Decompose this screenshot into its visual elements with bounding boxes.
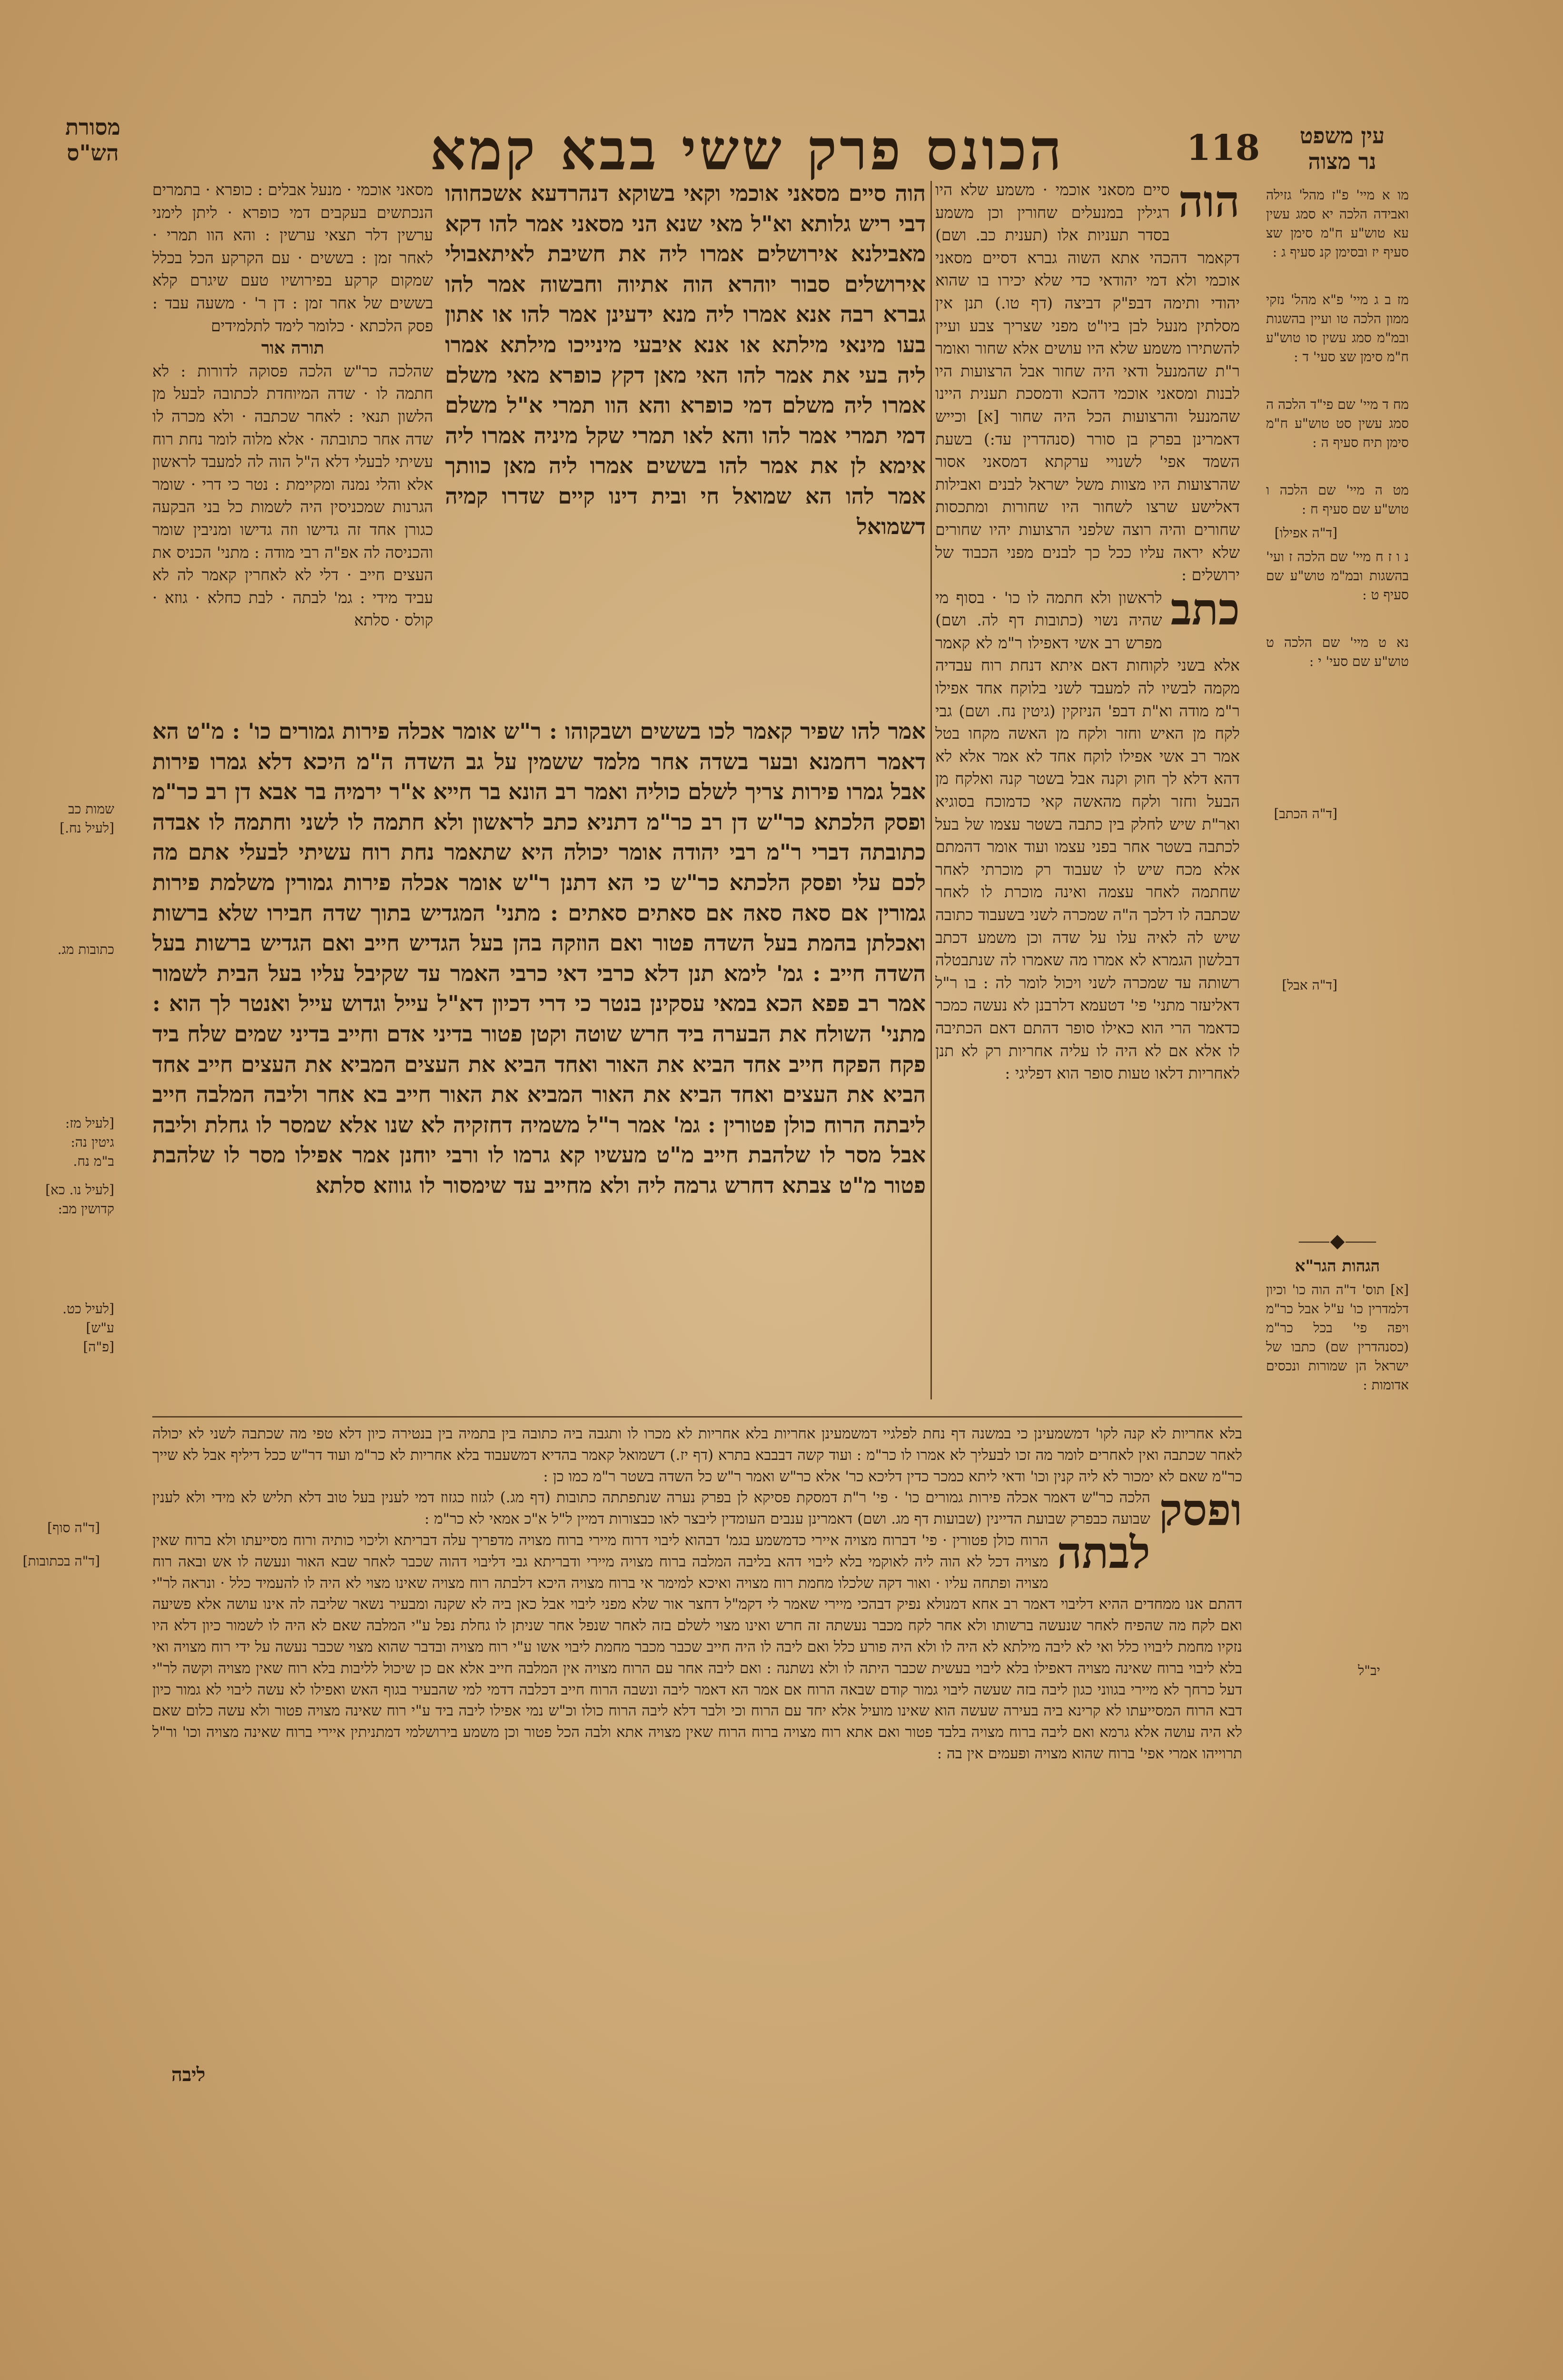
gemara-text-continued: אמר להו שפיר קאמר לכו בששים ושבקוהו : ר"ש אומר אכלה פירות גמורים כו' : מ"ט הא דאמר רחמנא ובער בשדה אחר מלמד ששמין על גב השדה ה"מ היכא דלא גמרו פירות אבל גמרו פירות צריך לשלם כוליה ואמר רב הונא בר חייא א"ר ירמיה בר אבא דן רב כר"מ ופסק הלכתא כר"ש דן רב כר"מ דתניא כתב לראשון ולא חתמה לו לשני וחתמה לו אבדה כתובתה דברי ר"מ רבי יהודה אומר יכולה היא שתאמר נחת רוח עשיתי לבעלי אתם מה לכם עלי ופסק הלכתא כר"ש כי הא דתנן ר"ש אומר אכלה פירות גמורין משלמת פירות גמורין אם סאה סאה אם סאתים סאתים : מתני' המגדיש בתוך שדה חבירו שלא ברשות ואכלתן בהמת בעל השדה פטור ואם הוזקה בהן בעל הגדיש חייב ואם הגדיש ברשות בעל השדה חייב : גמ' לימא תנן דלא כרבי דאי כרבי האמר עד שקיבל עליו בעל הבית לשמור אמר רב פפא הכא במאי עסקינן בנטר כי דרי דכיון דא"ל עייל וגדוש עייל ואנטר לך הוא : מתני' השולח את הבערה ביד חרש שוטה וקטן פטור בדיני אדם וחייב בדיני שמים שלח ביד פקח הפקח חייב אחד הביא את האור ואחד הביא את העצים המביא את העצים חייב אחד הביא את העצים ואחד הביא את האור המביא את האור חייב בא אחר וליבה המלבה חייב ליבתה הרוח כולן פטורין : גמ' אמר ר"ל משמיה דחזקיה לא שנו אלא שמסר לו גחלת וליבה אבל מסר לו שלהבת חייב מ"ט מעשיו קא גרמו לו ורבי יוחנן אמר אפילו מסר לו שלהבת פטור מ"ט צבתא דחרש גרמה ליה ולא מחייב עד שימסור לו גווזא סלתא [152,718,926,1198]
page-title: הכונס פרק ששי בבא קמא [430,117,1065,183]
gemara-lower-block [152,716,926,1416]
tosafot-bottom-block [152,1423,1242,2056]
hagahot-heading: הגהות הגר"א [1295,1257,1380,1276]
margin-ref: [ד"ה הכתב] [1274,806,1337,822]
masoret-note: [לעיל כט. ע"ש] [פ"ה] [62,1301,114,1355]
margin-ref: [ד"ה אבל] [1282,977,1337,993]
tosafot-bottom-text: בלא אחריות לא קנה לקו' דמשמעינן כי במשנה דף נחת לפלגיי דמשמעינן אחריות בלא אחריות לא מכרו לו ותגבה ביה כתובה בין בתמיה בין בנטירה כיון דלא טפי מה שכתבה לשני לא יכולה לאחר שכתבה ואין לאחרים לומר מה זכו לבעליך לא אמרו לו כר"מ : ועוד קשה דבבבא בתרא (דף יז.) דשמואל קאמר בהדיא דמשעבוד בלא אחריות לא כר"מ ועוד דר"ש ככל דיליף אבל לא שייך כר"מ שאם לא ימכור לא ליה קנין וכו' ודאי ליתא כמכר כדין דליכא כר' אלא כר"ש ואמר ר"ש כל השדה בשטר ר"מ כמו כן : [152,1425,1242,1485]
ein-mishpat-note: מט ה מיי' שם הלכה ו טוש"ע שם סעיף ח : [1266,482,1409,517]
rashi-text: שהלכה כר"ש הלכה פסוקה לדורות : לא חתמה לו · שדה המיוחדת לכתובה לבעל מן הלשון תנאי : לאחר שכתבה · ולא מכרה לו שדה אחר כתובתה · אלא מלוה לומר נחת רוח עשיתי לבעלי דלא ה"ל הוה לה למעבד לראשון אלא והלי נמנה ומקיימת : נטר כי דרי · שומר הגרנות שמכניסין היה לשמות כל בני הבקעה כגורן אחד זה גדישו וזה גדישו ומניבין שומר והכניסה לה אפ"ה רבי מודה : מתני' הכניס את העצים חייב · דלי לא לאחרין קאמר לה לא עביד מידי : גמ' לבתה · לבת כחלא · גוזא · קולס · סלתא [152,361,433,630]
tosafot-bottom-text: הרוח כולן פטורין · פי' דברוח מצויה איירי כדמשמע בגמ' דבהוא ליבוי דרוח מיירי ברוח מצויה מדפריך עלה דבריתא וליכוי כותיה ורוח מסייעתו ולא ברוח שאין מצויה דכל לא הוה ליה לאוקמי בלא ליבוי דהא בליבה המלבה ברוח מצויה מיירי ודבריתא גבי דליבוי דהוה שכבר לאחר שבא האור ונעשה לו אש ובאה רוח מצויה ופתחה עליו · ואור דקה שלכלו מחמת רוח מצויה ואיכא למימר אי ברוח מצויה היכא דלבתה רוח מצויה שאינו מצוי לא היה לו להעמיד כלל · ונראה לר"י דהתם אנו ממחדים ההיא דליבוי דאמר רב אחא דמנולא נפיק דבהכי מיירי שאמר לי דקמ"ל דחצר אור שלא מפני ליבוי אבל כאן ביה לא שקנה ומבעיר נשאר שליבה לה אינו עושה אלא פשיעה ואם לקח מה שהפיח לאחר שנעשה ברשותו ולא אחר לקח מכבר נעשתה זה חרש ואינו מצוי לשלם בזה לאחר שנפל אחר שניתן לו גחלת נפל ע"י המלבה שאם לא היה לו לשמור כיון דלא היו נזקיו מחמת ליבויו כלל ואי לא ליבה מילתא לא היה לו ולא היה פורע כלל ואם ליבה לו היה חייב שכבר מכבר מחמת ליבוי אשו ע"י רוח מצויה ובדבר שהוא מצוי שכבר נעשה על ידי רוח מצויה ואי בלא ליבוי ברוח שאינה מצויה דאפילו בלא ליבוי בעשית שכבר היתה לו ולא נשתנה : ואם ליבה אחר עם הרוח מצויה אין המלבה חייב אלא אם כן שיכול לליבות בלא רוח שאין מצויה וקשה לר"י דעל כרחך לא מיירי בגווני כגון ליבה בזה שעשה ליבוי גמור קודם שבאה הרוח אם אמר הא דאמר ליבה ונשבה הרוח חייב דכלבה דדמי למי שהבעיר בגוף האש ואפילו לא עשה ליבוי לא גמור כיון דבא הרוח המסייעתו לא קרינא ביה בעירה שעשה הוא שאינו מועיל אלא יחד עם הרוח וכי ולבר דלא ליבה הרוח כולו וכ"ש נמי אפילו ליבה ביד ע"י רוח שאינה מצויה פטור ולא עשה כלום שאם לא היה עושה אלא גרמא ואם ליבה ברוח מצויה בלבד פטור ואם אתא רוח מצויה ברוח הרוח שאין מצויה אתא ולבה הכל פטור וכן משמע בירושלמי דמתניתין איירי ברוח שאינה מצויה וכו' ור"ל תרוייהו אמרי אפי' ברוח שהוא מצויה ופעמים אין בה : [152,1531,1242,1762]
rashi-column [152,178,433,707]
column-divider [930,181,932,1399]
page-number: 118 [1186,128,1260,169]
tosafot-text: לראשון ולא חתמה לו כו' · בסוף מי שהיה נשוי (כתובות דף לה. ושם) מפרש רב אשי דאפילו ר"מ לא קאמר אלא בשני לקוחות דאם איתא דנחת רוח עבדיה מקמה לבשיו לה למעבד לשני בלוקח אחד אפילו ר"מ מודה וא"ת דבפ' הניזקין (גיטין נח. ושם) גבי לקח מן האיש וחזר ולקח מן האשה מקחו בטל אמר רב אשי אפילו לוקח אחד לא אמר אלא לא דהא דלא לך חוק וקנה אבל בשטר קנה ואלקח מן הבעל וחזר ולקח מהאשה קאי כדמוכח בסוגיא ואר"ת שיש לחלק בין כתבה בשטר עצמו של בעל לכתבה בשטר אחר בפני עצמו ועוד אומר דהמתם אלא מכח שיש לו שעבוד רק מוכרתי לאחר שחתמה לאחר עצמה ואינה מוכרת לו לאחר שכתבה לו דלכך ה"ה שמכרה לשני בשעבוד כתובה שיש לה לאיה עלו על שדה וכן משמע דכתב דבלשון הגמרא לא אמרו מה שאמרו לה שנתבטלה רשותה עד שמכרה לשני ויכול לומר לה : בו ר"ל דאליעזר מתני' פי' דטעמא דלרבנן לא נעשה כמכר כדאמר הרי הוא כאילו סופר דהתם דאם הכתיבה לו אלא אם לא היה לו עליה אחריות רק לא תנן לאחריות דלאו טעות סופר הוא דפליגי : [935,588,1240,1083]
margin-ref: [ד"ה סוף] [47,1520,100,1536]
margin-ref: יב"ל [1358,1663,1380,1678]
ein-mishpat-note: נא ט מיי' שם הלכה ט טוש"ע שם סעי' י : [1266,635,1409,669]
masoret-note: [לעיל נו. כא] קדושין מב: [45,1182,114,1217]
tosafot-bottom-text: הלכה כר"ש דאמר אכלה פירות גמורים כו' · פי' ר"ת דמסקת פסיקא לן בפרק נערה שנתפתתה כתובות (דף מג.) לגזוז כגזוז דמי לענין בעל טוב דלא תליש לא מידי ולא לענין שבועה כבפרק שבועת הדיינין (שבועות דף מג. ושם) דאמרינן ענבים העומדין ליבצר לאו כבצורות דמיין ל"ל א"כ אמאי לא כר"מ : [152,1489,1150,1528]
tosafot-dibbur-hamatchil: ופסק [1158,1484,1242,1536]
margin-ref: [ד"ה בכתובות] [22,1553,100,1569]
tosafot-dibbur-hamatchil: כתב [1170,583,1240,635]
ein-mishpat-note: מח ד מיי' שם פי"ד הלכה ה סמג עשין סט טוש"ע ח"מ סימן תיח סעיף ה : [1266,397,1409,450]
gemara-text: הוה סיים מסאני אוכמי וקאי בשוקא דנהרדעא אשכחוהו דבי ריש גלותא וא"ל מאי שנא הני מסאני אמר להו דקא מאבילנא אירושלים אמרו ליה את חשיבת לאיתאבולי אירושלים סבור יוהרא הוה אתיוה וחבשוה אמר להו גברא רבה אנא אמרו ליה מנא ידעינן אמר להו או אתון בעו מינאי מילתא או אנא איבעי מינייכו מילתא אמרו ליה בעי את אמר להו האי מאן דקץ כופרא מאי משלם אמרו ליה משלם דמי כופרא והא הוו תמרי א"ל משלם דמי תמרי אמר להו והא לאו תמרי שקל מיניה אמרו ליה אימא לן את אמר להו בששים אמרו ליה מאן כוותך אמר להו הא שמואל חי ובית דינו קיים שדרו קמיה דשמואל [445,180,926,539]
tosafot-dibbur-hamatchil: לבתה [1057,1527,1150,1578]
hagahot-text: [א] תוס' ד"ה הוה כו' וכיון דלמדרין כו' ע"ל אבל כר"מ ויפה פי' בכל כר"מ (כסנהדרין שם) כתבו של ישראל הן שמורות ונכסים אדומות : [1266,1282,1409,1393]
masoret-note: כתובות מג. [57,942,114,957]
rashi-text: מסאני אוכמי · מנעל אבלים : כופרא · בתמרים הנכתשים בעקבים דמי כופרא · ליתן לימני ערשין דלר תצאי ערשין : והא הוו תמרי · לאחר זמן : בששים · עם הקרקע הכל בכלל שמקום קרקע בפירושיו טעם שיגרם קלא בששים של אחר זמן : דן ר' · משעה עבד : פסק הלכתא · כלומר לימד לתלמידים [152,180,433,335]
tosafot-text: סיים מסאני אוכמי · משמע שלא היו רגילין במנעלים שחורין וכן משמע בסדר תעניות אלו (תענית כב. ושם) דקאמר דהכהי אתא השוה גברא דסיים מסאני אוכמי ולא דמי יהודאי כדי שלא יכירו בו שהוא יהודי ותימה דבפ"ק דביצה (דף טו.) תנן אין מסלתין מנעל לבן ביו"ט מפני שצריך צבע ועיין להשתירו משמע שלא היו עושים אלא שחור ואומר ר"ת שהמנעל ודאי היה שחור אבל הרצועות היו לבנות ומסאני אוכמי דהכא ודמסכת תענית היינו שהמנעל והרצועות הכל היה שחור [א] וכייש דאמרינן בפרק בן סורר (סנהדרין עד:) בשעת השמד אפי' לשנויי ערקתא דמסאני אסור שהרצועות היו מצוות משל ישראל לבנים ואבילות דאלישע שרצו לשחור היו שחורות ומתכסות שחורים והיה רוצה שלפני הרצועות יהיו שחורים שלא יראה עליו ככל כך לבנים מפני הכבוד של ירושלים : [935,180,1240,585]
gemara-upper-block [445,178,926,716]
masoret-note: שמות כב [לעיל נח.] [59,801,114,836]
ein-mishpat-heading: עין משפט נר מצוה [1299,123,1385,174]
ein-mishpat-column [1266,186,1409,700]
ein-mishpat-note: מז ב ג מיי' פ"א מהל' נזקי ממון הלכה טו ועיין בהשגות ובמ"מ סמג עשין סו טוש"ע ח"מ סימן שצ סעי' ד : [1266,292,1409,365]
margin-ref: [ד"ה אפילו] [1274,525,1337,541]
catchword: ליבה [171,2063,206,2086]
ornament-divider: ⸺◆⸺ [1297,1230,1377,1252]
masoret-note: [לעיל מז: גיטין נה: ב"מ נח. [65,1115,114,1169]
ein-mishpat-note: מו א מיי' פ"ז מהל' גזילה ואבידה הלכה יא סמג עשין עא טוש"ע ח"מ סימן שצ סעיף יז ובסימן קנ סעיף ג : [1266,187,1409,260]
masoret-hashas-heading: מסורת הש"ס [65,114,120,166]
tosafot-dibbur-hamatchil: הוה [1178,178,1240,227]
torah-or-heading: תורה אור [261,338,325,358]
section-divider [152,1416,1242,1418]
ein-mishpat-note: נ ו ז ח מיי' שם הלכה ז ועי' בהשגות ובמ"מ טוש"ע שם סעיף ט : [1266,549,1409,603]
tosafot-column [935,178,1240,1397]
